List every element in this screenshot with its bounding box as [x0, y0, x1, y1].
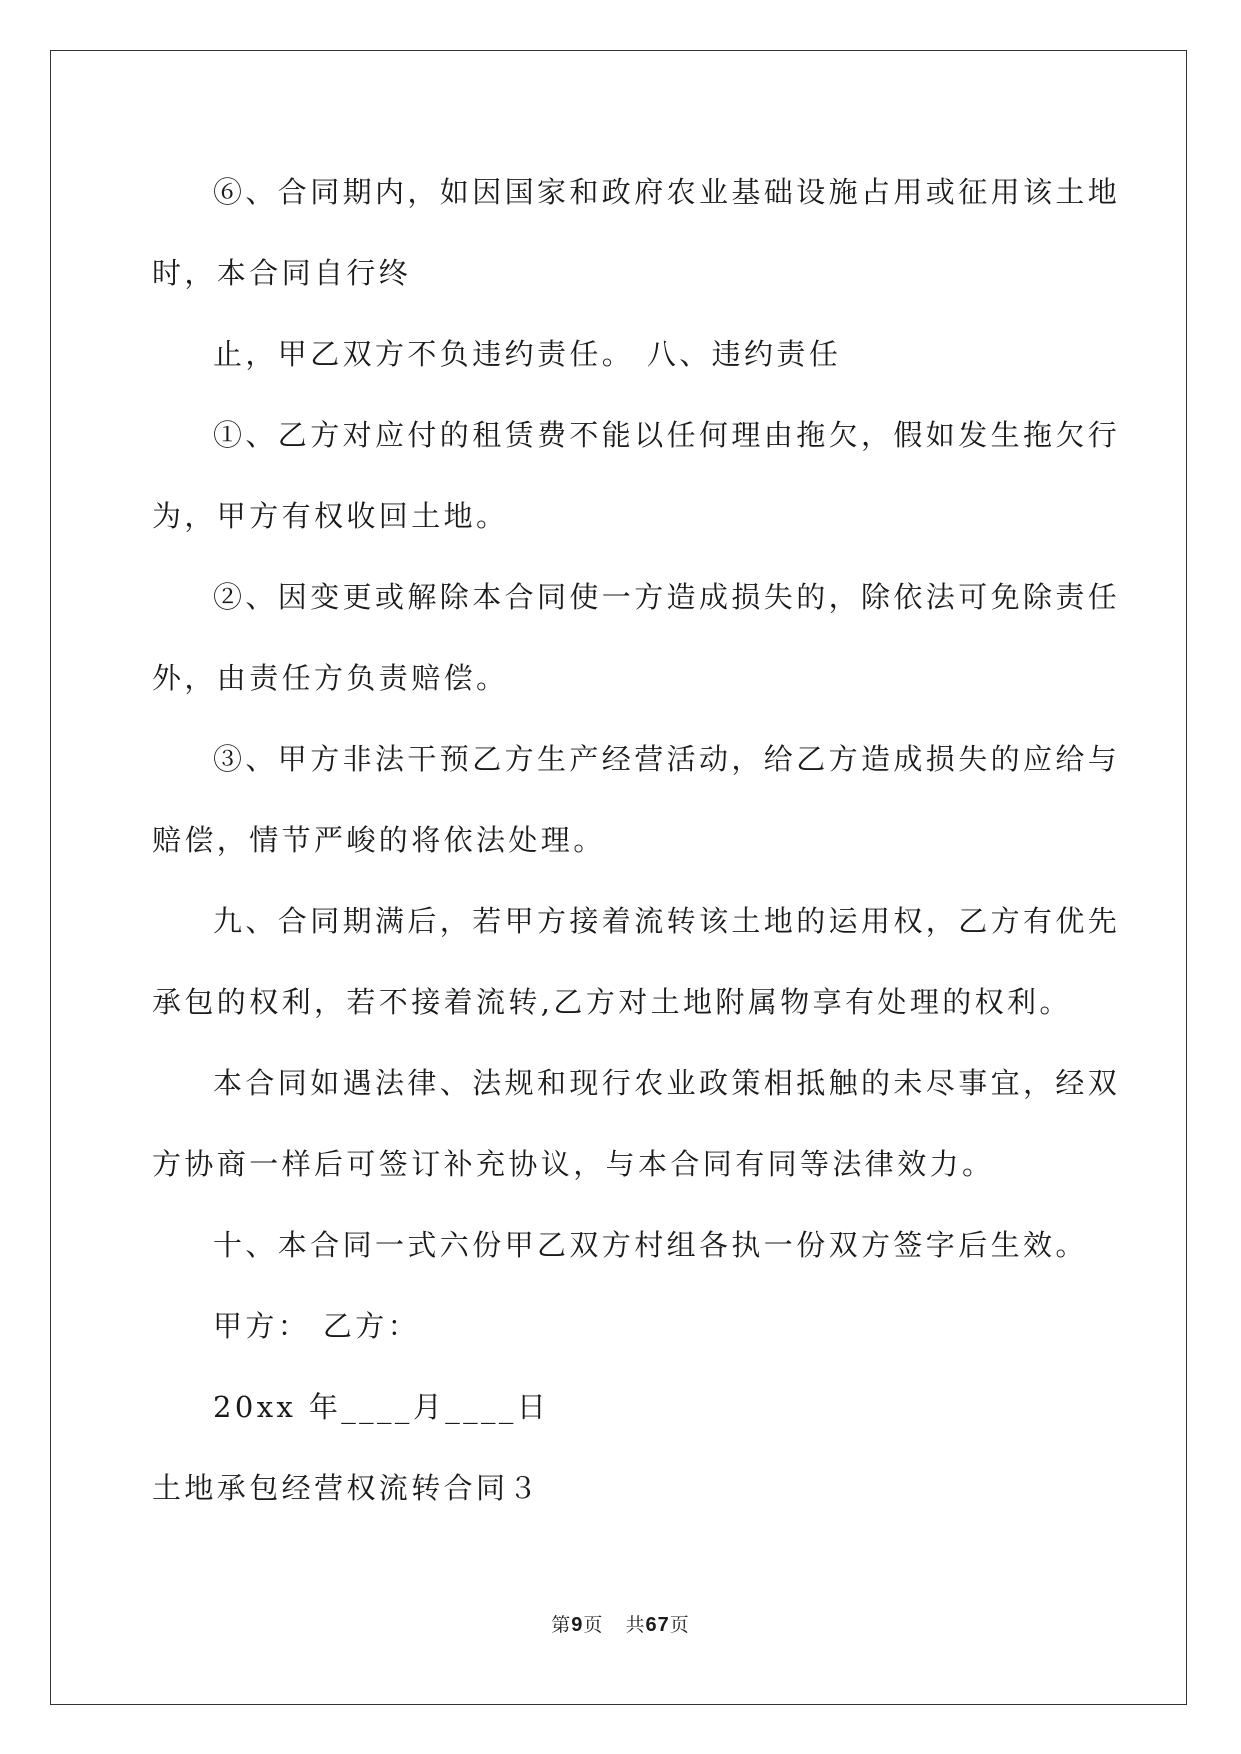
page-number: 9 — [571, 1614, 584, 1636]
paragraph-line: ②、因变更或解除本合同使一方造成损失的，除依法可免除责任 — [213, 580, 1121, 614]
paragraph-line: ⑥、合同期内，如因国家和政府农业基础设施占用或征用该土地 — [213, 175, 1121, 209]
paragraph-line: 九、合同期满后，若甲方接着流转该土地的运用权，乙方有优先 — [213, 904, 1121, 938]
paragraph-line: 止，甲乙双方不负违约责任。 八、违约责任 — [213, 337, 842, 371]
page-border — [50, 50, 1187, 1705]
section-title: 土地承包经营权流转合同３ — [152, 1471, 541, 1505]
paragraph-line: ③、甲方非法干预乙方生产经营活动，给乙方造成损失的应给与 — [213, 742, 1121, 776]
paragraph-line: 承包的权利，若不接着流转,乙方对土地附属物享有处理的权利。 — [152, 985, 1072, 1019]
footer-total-prefix: 共 — [625, 1614, 646, 1636]
paragraph-line: 外，由责任方负责赔偿。 — [152, 661, 509, 695]
signature-parties-line: 甲方： 乙方： — [213, 1309, 421, 1343]
paragraph-line: 本合同如遇法律、法规和现行农业政策相抵触的未尽事宜，经双 — [213, 1066, 1121, 1100]
date-line: 20xx 年____月____日 — [213, 1390, 550, 1424]
paragraph-line: 十、本合同一式六份甲乙双方村组各执一份双方签字后生效。 — [213, 1228, 1088, 1262]
paragraph-line: 为，甲方有权收回土地。 — [152, 499, 509, 533]
paragraph-line: 方协商一样后可签订补充协议，与本合同有同等法律效力。 — [152, 1147, 995, 1181]
total-pages: 67 — [645, 1614, 670, 1636]
footer-prefix: 第 — [551, 1614, 572, 1636]
paragraph-line: 时，本合同自行终 — [152, 256, 412, 290]
footer-total-suffix: 页 — [669, 1614, 690, 1636]
footer-page-suffix: 页 — [583, 1614, 604, 1636]
page-footer — [0, 1610, 1241, 1637]
paragraph-line: ①、乙方对应付的租赁费不能以任何理由拖欠，假如发生拖欠行 — [213, 418, 1121, 452]
paragraph-line: 赔偿，情节严峻的将依法处理。 — [152, 823, 606, 857]
